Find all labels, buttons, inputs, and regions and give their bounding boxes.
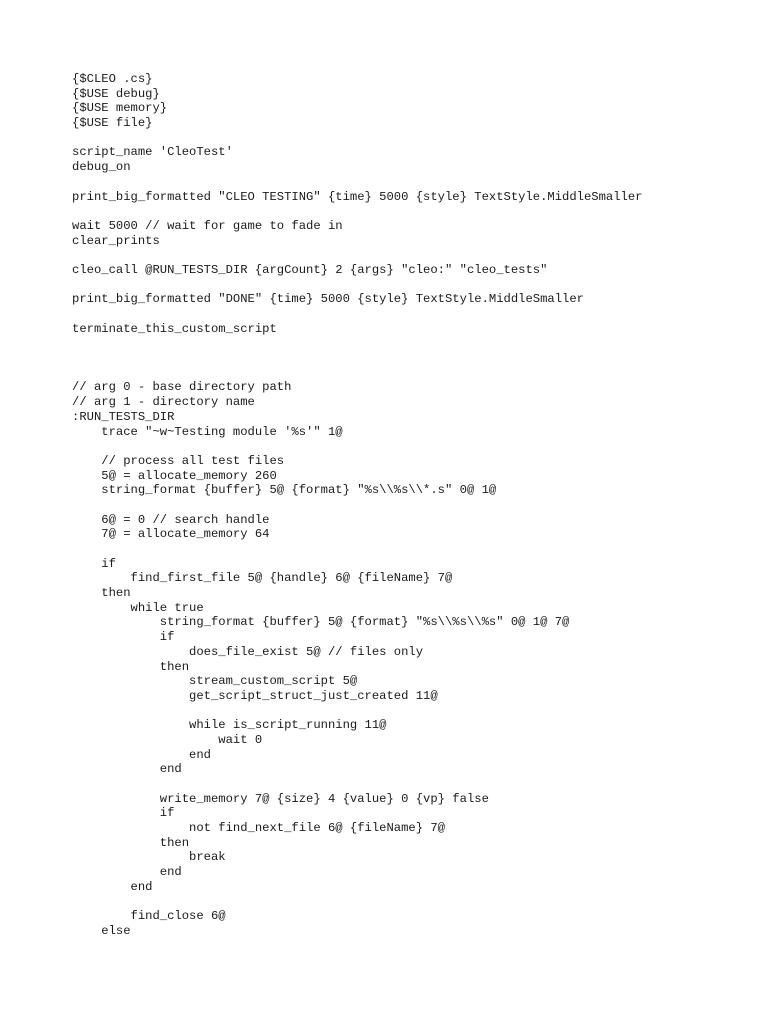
code-line: // arg 0 - base directory path [72,380,292,395]
code-line: then [72,835,190,850]
code-line: end [72,879,153,894]
code-line [72,439,642,454]
code-line: cleo_call @RUN_TESTS_DIR {argCount} 2 {args} "cleo:" "cleo_tests" [72,262,548,277]
code-line: debug_on [72,160,131,175]
code-line: if [72,806,175,821]
code-line: print_big_formatted "DONE" {time} 5000 {style} TextStyle.MiddleSmaller [72,292,584,307]
code-line: string_format {buffer} 5@ {format} "%s\\%s\\*.s" 0@ 1@ [72,483,497,498]
code-line [72,336,642,351]
code-line: print_big_formatted "CLEO TESTING" {time} 5000 {style} TextStyle.MiddleSmaller [72,189,643,204]
code-line: stream_custom_script 5@ [72,674,358,689]
code-line [72,351,642,366]
code-line: {$USE debug} [72,86,160,101]
code-line: does_file_exist 5@ // files only [72,644,424,659]
code-line: then [72,659,190,674]
code-listing [72,72,642,939]
code-line: end [72,747,211,762]
code-line [72,366,642,381]
code-line: clear_prints [72,233,160,248]
code-line: 7@ = allocate_memory 64 [72,527,270,542]
code-line [72,131,642,146]
code-line [72,704,642,719]
code-line: 6@ = 0 // search handle [72,512,270,527]
code-line: not find_next_file 6@ {fileName} 7@ [72,821,445,836]
code-line: find_first_file 5@ {handle} 6@ {fileName} 7@ [72,571,453,586]
code-line: end [72,865,182,880]
code-line: // process all test files [72,453,285,468]
code-line [72,175,642,190]
code-line: find_close 6@ [72,909,226,924]
code-line [72,542,642,557]
code-line [72,248,642,263]
code-line: break [72,850,226,865]
code-line: write_memory 7@ {size} 4 {value} 0 {vp} false [72,791,489,806]
code-line: else [72,923,131,938]
code-line: get_script_struct_just_created 11@ [72,688,438,703]
code-line: terminate_this_custom_script [72,321,277,336]
code-line: {$USE file} [72,116,153,131]
code-line [72,895,642,910]
code-line: {$USE memory} [72,101,168,116]
code-line: if [72,630,175,645]
code-line: {$CLEO .cs} [72,72,153,86]
code-line: 5@ = allocate_memory 260 [72,468,277,483]
code-line: end [72,762,182,777]
code-line: if [72,556,116,571]
code-line: then [72,586,131,601]
code-line: :RUN_TESTS_DIR [72,409,175,424]
code-line [72,204,642,219]
code-line: // arg 1 - directory name [72,395,255,410]
code-line: while true [72,600,204,615]
code-line: script_name 'CleoTest' [72,145,233,160]
code-line: trace "~w~Testing module '%s'" 1@ [72,424,343,439]
code-line: string_format {buffer} 5@ {format} "%s\\%s\\%s" 0@ 1@ 7@ [72,615,570,630]
code-line [72,278,642,293]
code-line [72,498,642,513]
code-line [72,307,642,322]
code-line [72,777,642,792]
code-line: wait 0 [72,732,263,747]
code-line: wait 5000 // wait for game to fade in [72,218,343,233]
code-line: while is_script_running 11@ [72,718,387,733]
